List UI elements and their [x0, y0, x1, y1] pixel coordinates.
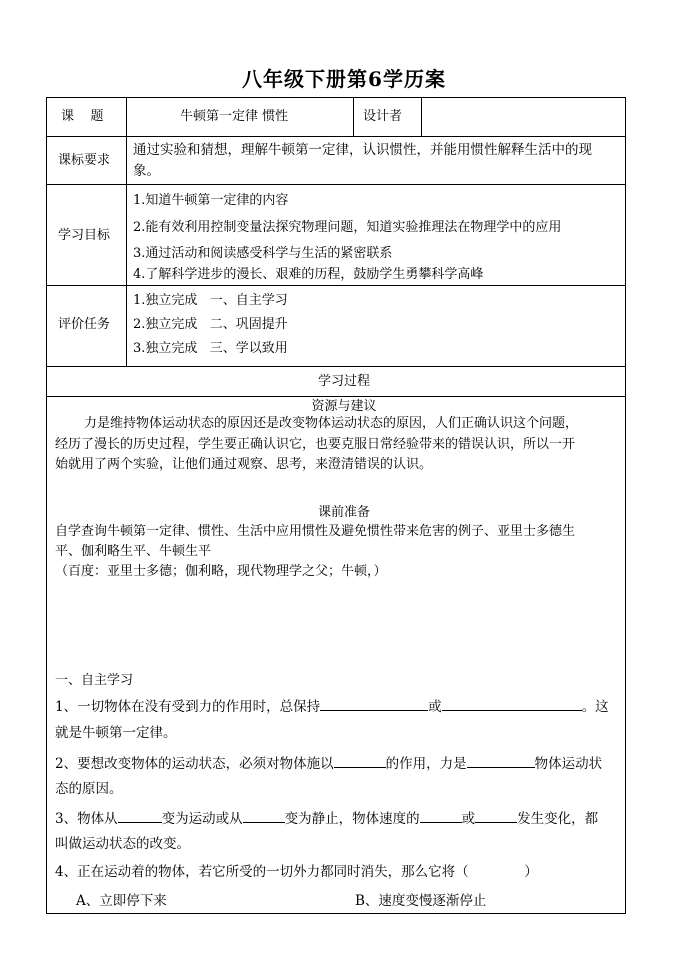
answer-blank[interactable] — [442, 697, 582, 711]
question-2-cont: 态的原因。 — [55, 781, 123, 797]
answer-blank[interactable] — [467, 754, 535, 768]
question-1: 1、一切物体在没有受到力的作用时，总保持 或 。这 — [55, 699, 609, 715]
answer-blank[interactable] — [320, 697, 428, 711]
question-2: 2、要想改变物体的运动状态，必须对物体施以 的作用，力是 物体运动状 — [55, 756, 603, 772]
resources-heading: 资源与建议 — [311, 399, 377, 414]
row-divider — [46, 285, 626, 286]
standard-line: 通过实验和猜想，理解牛顿第一定律，认识惯性，并能用惯性解释生活中的现 — [133, 142, 592, 158]
goal-item: 2.能有效利用控制变量法探究物理问题，知道实验推理法在物理学中的应用 — [133, 220, 562, 235]
option-a[interactable]: A、立即停下来 — [76, 893, 167, 909]
question-3-cont: 叫做运动状态的改变。 — [55, 836, 190, 852]
page-title: 八年级下册第6学历案 — [242, 67, 446, 91]
goal-item: 4.了解科学进步的漫长、艰难的历程，鼓励学生勇攀科学高峰 — [133, 267, 484, 282]
standard-line: 象。 — [133, 163, 160, 179]
prep-heading: 课前准备 — [317, 505, 370, 520]
row-divider — [46, 136, 626, 137]
topic-value: 牛顿第一定律 惯性 — [180, 109, 289, 124]
designer-label: 设计者 — [363, 109, 403, 124]
tasks-label: 评价任务 — [58, 317, 111, 332]
goal-item: 3.通过活动和阅读感受科学与生活的紧密联系 — [133, 246, 393, 261]
prep-text: （百度：亚里士多德；伽利略，现代物理学之父；牛顿，） — [55, 564, 387, 579]
answer-blank[interactable] — [243, 809, 285, 823]
option-b[interactable]: B、速度变慢逐渐停止 — [355, 893, 487, 909]
self-study-heading: 一、自主学习 — [55, 673, 134, 688]
goals-label: 学习目标 — [58, 228, 111, 243]
answer-blank[interactable] — [475, 809, 517, 823]
answer-blank[interactable] — [334, 754, 386, 768]
col-divider — [421, 97, 422, 136]
col-divider — [126, 97, 127, 366]
row-divider — [46, 396, 626, 397]
resources-text: 始就用了两个实验，让他们通过观察、思考，来澄清错误的认识。 — [55, 457, 433, 472]
answer-blank[interactable] — [420, 809, 462, 823]
task-item: 1.独立完成 一、自主学习 — [133, 293, 288, 308]
goal-item: 1.知道牛顿第一定律的内容 — [133, 193, 289, 208]
col-divider — [353, 97, 354, 136]
question-1-cont: 就是牛顿第一定律。 — [55, 725, 177, 741]
process-heading: 学习过程 — [317, 374, 370, 389]
question-4: 4、正在运动着的物体，若它所受的一切外力都同时消失，那么它将（ ） — [55, 864, 538, 880]
answer-blank[interactable] — [118, 809, 162, 823]
prep-text: 自学查询牛顿第一定律、惯性、生活中应用惯性及避免惯性带来危害的例子、亚里士多德生 — [55, 524, 576, 539]
row-divider — [46, 184, 626, 185]
task-item: 2.独立完成 二、巩固提升 — [133, 317, 288, 332]
resources-text: 经历了漫长的历史过程，学生要正确认识它，也要克服日常经验带来的错误认识，所以一开 — [55, 437, 576, 452]
topic-label: 课 题 — [61, 109, 104, 124]
question-3: 3、物体从 变为运动或从 变为静止，物体速度的 或 发生变化，都 — [55, 811, 599, 827]
standard-label: 课标要求 — [58, 153, 111, 168]
resources-text: 力是维持物体运动状态的原因还是改变物体运动状态的原因，人们正确认识这个问题， — [84, 416, 579, 431]
row-divider — [46, 366, 626, 367]
task-item: 3.独立完成 三、学以致用 — [133, 341, 288, 356]
prep-text: 平、伽利略生平、牛顿生平 — [55, 544, 212, 559]
